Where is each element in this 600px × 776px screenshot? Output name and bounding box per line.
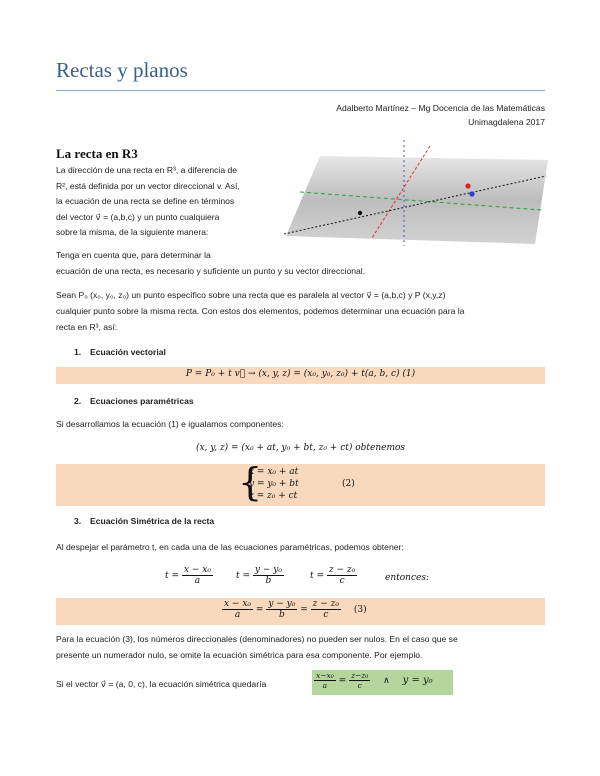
t-from-y [236, 565, 284, 586]
y-equation: y = y₀ [402, 675, 433, 686]
equals-sign: = [338, 676, 347, 686]
subsection-number: 3. [74, 516, 82, 526]
title-divider [56, 90, 545, 91]
equals-sign: = [300, 605, 308, 615]
denominator: a [194, 576, 201, 586]
paragraph-2: Si desarrollamos la ecuación (1) e igualamos componentes: [56, 419, 284, 429]
intro-line: La dirección de una recta en R³, a diferencia de [56, 165, 238, 175]
text-line: ecuación de una recta, es necesario y suficiente un punto y su vector direccional. [56, 266, 366, 276]
subsection-number: 2. [74, 396, 82, 406]
subsection-number: 1. [74, 347, 82, 357]
intro-paragraph [56, 163, 281, 241]
numerator: z − z₀ [328, 565, 356, 575]
parametric-eq-y: y = y₀ + bt [249, 479, 299, 489]
text-line: Tenga en cuenta que, para determinar la [56, 250, 211, 260]
paragraph-4 [56, 631, 458, 663]
numerator: x − x₀ [224, 599, 252, 609]
eq-lhs: t = [165, 571, 180, 581]
intro-line: la ecuación de una recta se define en términos [56, 196, 235, 207]
tenga-paragraph [56, 247, 365, 279]
line-in-space-figure [280, 138, 550, 250]
denominator: a [322, 681, 328, 690]
text-line: recta en R³, así: [56, 322, 118, 332]
denominator: b [278, 610, 285, 620]
numerator: y − y₀ [254, 565, 282, 575]
system-brace: { [238, 460, 263, 504]
numerator: x−x₀ [316, 671, 334, 680]
numerator: z−z₀ [351, 671, 369, 680]
symmetric-equation [222, 599, 367, 620]
author-block [336, 101, 545, 129]
equation-2-number: (2) [342, 479, 355, 489]
numerator: x − x₀ [183, 565, 211, 575]
author-name: Adalberto Martínez – Mg Docencia de las Matemáticas [336, 103, 545, 113]
point-v [469, 191, 474, 196]
text-line: Para la ecuación (3), los números direccionales (denominadores) no pueden ser nulos. En el caso que se [56, 634, 458, 644]
denominator: b [265, 576, 272, 586]
denominator: c [323, 610, 329, 620]
entonces-label: entonces: [385, 573, 429, 583]
paragraph-3: Al despejar el parámetro t, en cada una de las ecuaciones paramétricas, podemos obtener: [56, 542, 404, 552]
subsection-label: Ecuación Simétrica de la recta [90, 516, 215, 526]
xy-plane [286, 156, 548, 244]
denominator: a [234, 610, 241, 620]
numerator: y − y₀ [268, 599, 296, 609]
denominator: c [339, 576, 345, 586]
equation-2-band [56, 460, 545, 506]
page-title: Rectas y planos [56, 58, 188, 82]
t-from-x [165, 565, 213, 586]
section-heading: La recta en R3 [56, 146, 138, 161]
author-affiliation: Unimagdalena 2017 [468, 117, 545, 127]
subsection-label: Ecuación vectorial [90, 347, 166, 357]
paragraph-5: Si el vector v⃗ = (a, 0, c), la ecuación simétrica quedaría [56, 679, 267, 689]
text-line: cualquier punto sobre la misma recta. Con estos dos elementos, podemos determinar una ecuación para la [56, 306, 465, 316]
subsection-1-heading [74, 347, 166, 357]
text-line: Sean P₀ (x₀, y₀, z₀) un punto específico sobre una recta que es paralela al vector v⃗ = (a,b,c) y P (x,y,z) [56, 290, 446, 300]
intro-line: del vector v⃗ = (a,b,c) y un punto cualquiera [56, 211, 220, 222]
subsection-2-heading [74, 396, 194, 406]
equation-2a: (x, y, z) = (x₀ + at, y₀ + bt, z₀ + ct) obtenemos [195, 443, 406, 453]
equation-3-number: (3) [353, 605, 367, 615]
and-symbol: ∧ [383, 676, 390, 686]
parametric-system [249, 466, 299, 502]
parametric-eq-x: x = x₀ + at [249, 467, 299, 477]
example-equation [314, 671, 433, 690]
intro-line: R², está definida por un vector direccional v. Así, [56, 180, 240, 191]
point-p [465, 183, 470, 188]
intro-line: sobre la misma, de la siguiente manera: [56, 227, 209, 238]
equation-1: P = P₀ + t v⃗ → (x, y, z) = (x₀, y₀, z₀) + t(a, b, c) (1) [185, 369, 416, 379]
subsection-label: Ecuaciones paramétricas [90, 396, 194, 406]
t-from-z [310, 565, 357, 586]
text-line: presente un numerador nulo, se omite la ecuación simétrica para esa componente. Por ejemplo. [56, 650, 423, 660]
equals-sign: = [255, 605, 264, 615]
point-p0 [358, 211, 362, 215]
eq-lhs: t = [236, 571, 251, 581]
parametric-eq-z: z = z₀ + ct [249, 491, 298, 501]
subsection-3-heading [74, 516, 214, 526]
eq-lhs: t = [310, 571, 325, 581]
sean-paragraph [56, 287, 464, 335]
numerator: z − z₀ [312, 599, 340, 609]
denominator: c [357, 681, 362, 690]
